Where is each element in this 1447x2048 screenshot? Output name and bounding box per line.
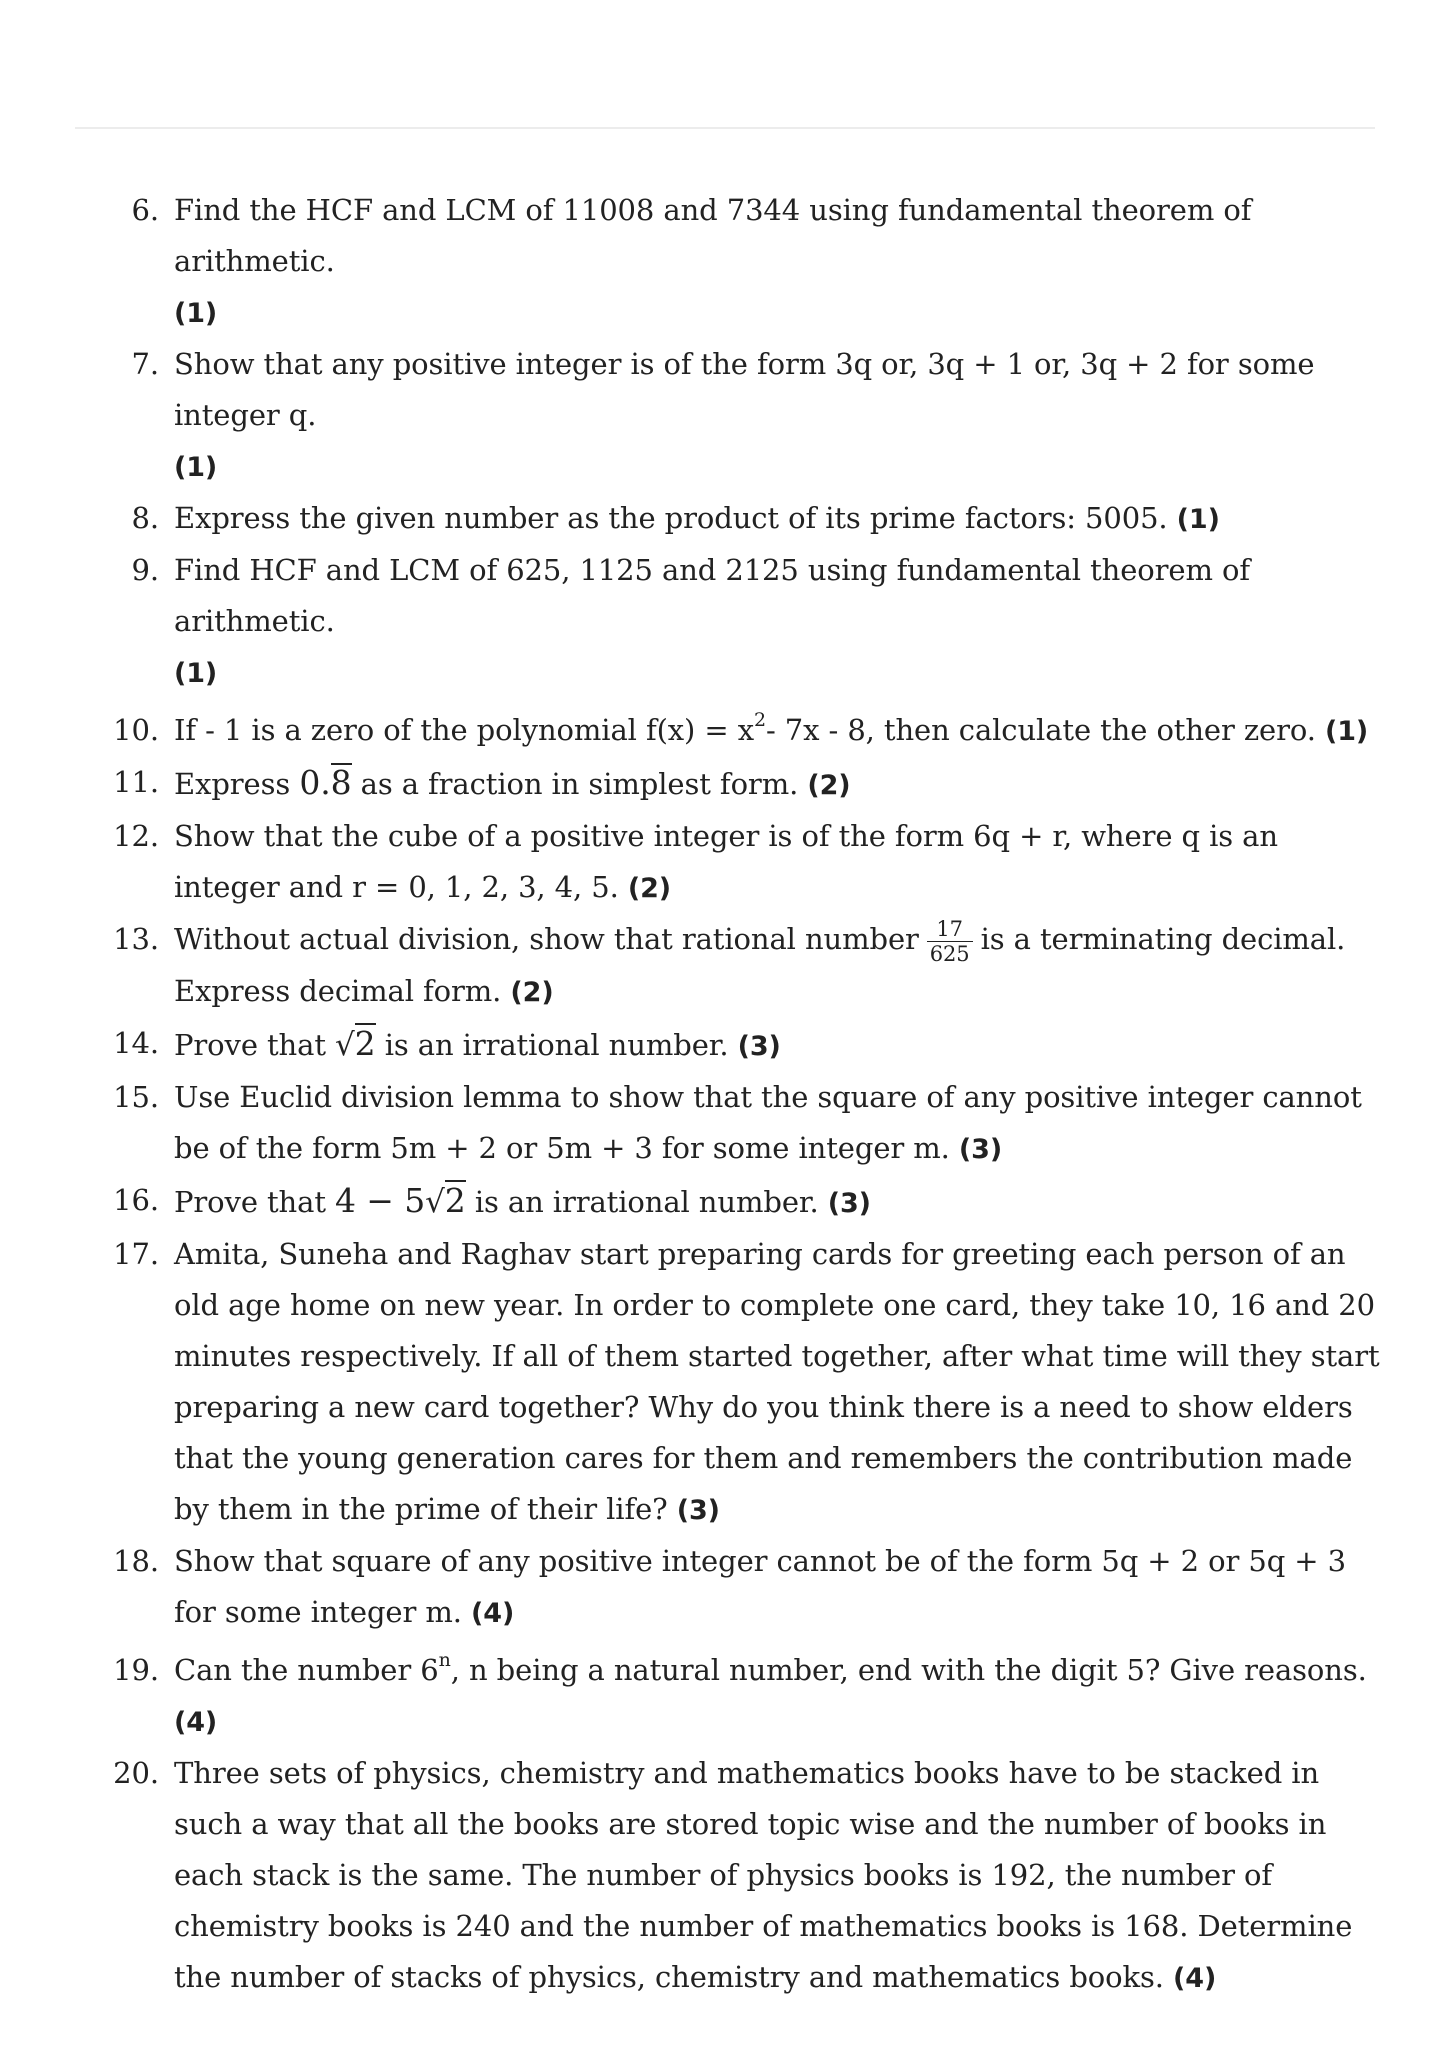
question-marks: (1) <box>174 658 218 689</box>
question-number: 17. <box>113 1236 159 1271</box>
question-marks: (2) <box>807 770 851 801</box>
question-number: 6. <box>131 193 159 227</box>
question-10 <box>0 705 1447 757</box>
question-number: 15. <box>113 1079 159 1114</box>
radical-sign-icon: √ <box>335 1026 355 1063</box>
radicand: 2 <box>354 1023 376 1063</box>
question-number: 8. <box>131 501 159 535</box>
question-17 <box>0 1229 1447 1536</box>
superscript-exponent: n <box>438 1648 451 1671</box>
question-marks: (3) <box>958 1133 1003 1165</box>
question-text: Show that the cube of a positive integer is of the form 6q + r, where q is an integer and r = 0, 1, 2, 3, 4, 5. <box>174 819 1278 904</box>
superscript-exponent: 2 <box>753 709 766 731</box>
question-number: 14. <box>113 1025 159 1060</box>
question-marks: (3) <box>676 1494 720 1526</box>
question-text-end: , n being a natural number, end with the digit 5? Give reasons. <box>450 1652 1367 1687</box>
question-11 <box>0 757 1447 811</box>
question-number: 10. <box>113 713 159 747</box>
question-number: 19. <box>113 1652 159 1687</box>
question-text: Show that any positive integer is of the form 3q or, 3q + 1 or, 3q + 2 for some integer q. <box>174 347 1315 432</box>
question-number: 16. <box>113 1182 159 1217</box>
question-number: 20. <box>113 1755 159 1790</box>
question-text-end: is an irrational number. <box>474 1184 819 1219</box>
fraction <box>927 917 973 966</box>
question-text: Express the given number as the product of its prime factors: 5005. <box>174 501 1168 535</box>
repeating-digit: 8 <box>330 763 352 802</box>
question-marks: (4) <box>174 1706 218 1738</box>
question-text-start: If - 1 is a zero of the polynomial f(x) = x <box>174 713 754 747</box>
question-marks: (3) <box>827 1187 871 1219</box>
question-marks: (2) <box>627 873 672 904</box>
question-14 <box>0 1018 1447 1072</box>
question-number: 12. <box>113 819 159 853</box>
question-text-start: Prove that <box>174 1027 326 1062</box>
question-text-start: Express <box>174 767 291 801</box>
question-marks: (1) <box>174 452 218 483</box>
question-text: Amita, Suneha and Raghav start preparing cards for greeting each person of an old age home on new year. In order to complete one card, they take 10, 16 and 20 minutes respectively. If all of them started together, after what time will they start preparing a new card together? Why do you think there is a need to show elders that the young generation cares for them and remembers the contribution made by them in the prime of their life? <box>174 1236 1380 1526</box>
question-19 <box>0 1645 1447 1748</box>
question-number: 9. <box>131 553 159 587</box>
question-number: 18. <box>113 1543 159 1578</box>
question-marks: (4) <box>471 1597 515 1629</box>
question-number: 13. <box>113 922 159 956</box>
question-marks: (1) <box>1324 716 1369 747</box>
radical-sign-icon: √ <box>425 1183 445 1220</box>
decimal-integer-part: 0. <box>299 763 331 802</box>
question-text: Use Euclid division lemma to show that the square of any positive integer cannot be of the form 5m + 2 or 5m + 3 for some integer m. <box>174 1079 1362 1165</box>
header-divider <box>75 127 1375 129</box>
question-18 <box>0 1536 1447 1639</box>
question-text: Three sets of physics, chemistry and mathematics books have to be stacked in such a way that all the books are stored topic wise and the number of books in each stack is the same. The number of physics books is 192, the number of chemistry books is 240 and the number of mathematics books is 168. Determine the number of stacks of physics, chemistry and mathematics books. <box>174 1755 1353 1994</box>
question-text-end: as a fraction in simplest form. <box>360 767 799 801</box>
expression-prefix: 4 − 5 <box>335 1180 426 1220</box>
question-text: Show that square of any positive integer cannot be of the form 5q + 2 or 5q + 3 for some integer m. <box>174 1543 1346 1629</box>
question-marks: (3) <box>737 1030 781 1062</box>
question-7 <box>0 339 1447 493</box>
question-text-end: is a terminating decimal. Express decimal form. <box>174 922 1346 1008</box>
question-6 <box>0 185 1447 339</box>
question-text-start: Can the number 6 <box>174 1652 439 1687</box>
repeating-decimal <box>299 763 351 802</box>
question-marks: (4) <box>1173 1962 1217 1994</box>
question-text: Find HCF and LCM of 625, 1125 and 2125 using fundamental theorem of arithmetic. <box>174 553 1250 638</box>
question-marks: (2) <box>510 976 554 1008</box>
question-marks: (1) <box>174 298 218 329</box>
question-text-end: is an irrational number. <box>384 1027 729 1062</box>
question-8 <box>0 493 1447 545</box>
question-16 <box>0 1175 1447 1229</box>
question-marks: (1) <box>1176 504 1220 535</box>
fraction-denominator: 625 <box>929 941 970 966</box>
question-list <box>0 185 1447 2004</box>
fraction-numerator: 17 <box>927 917 973 942</box>
question-12 <box>0 811 1447 914</box>
question-text-end: - 7x - 8, then calculate the other zero. <box>765 713 1316 747</box>
question-number: 11. <box>113 765 159 799</box>
question-9 <box>0 545 1447 699</box>
question-text: Find the HCF and LCM of 11008 and 7344 using fundamental theorem of arithmetic. <box>174 193 1252 278</box>
square-root <box>335 1024 376 1063</box>
math-expression <box>335 1181 466 1220</box>
question-number: 7. <box>131 347 159 381</box>
question-15 <box>0 1072 1447 1175</box>
question-13 <box>0 914 1447 1018</box>
question-20 <box>0 1748 1447 2004</box>
question-text-start: Prove that <box>174 1184 326 1219</box>
square-root <box>425 1181 466 1220</box>
question-text-start: Without actual division, show that rational number <box>174 922 919 956</box>
radicand: 2 <box>444 1180 466 1220</box>
